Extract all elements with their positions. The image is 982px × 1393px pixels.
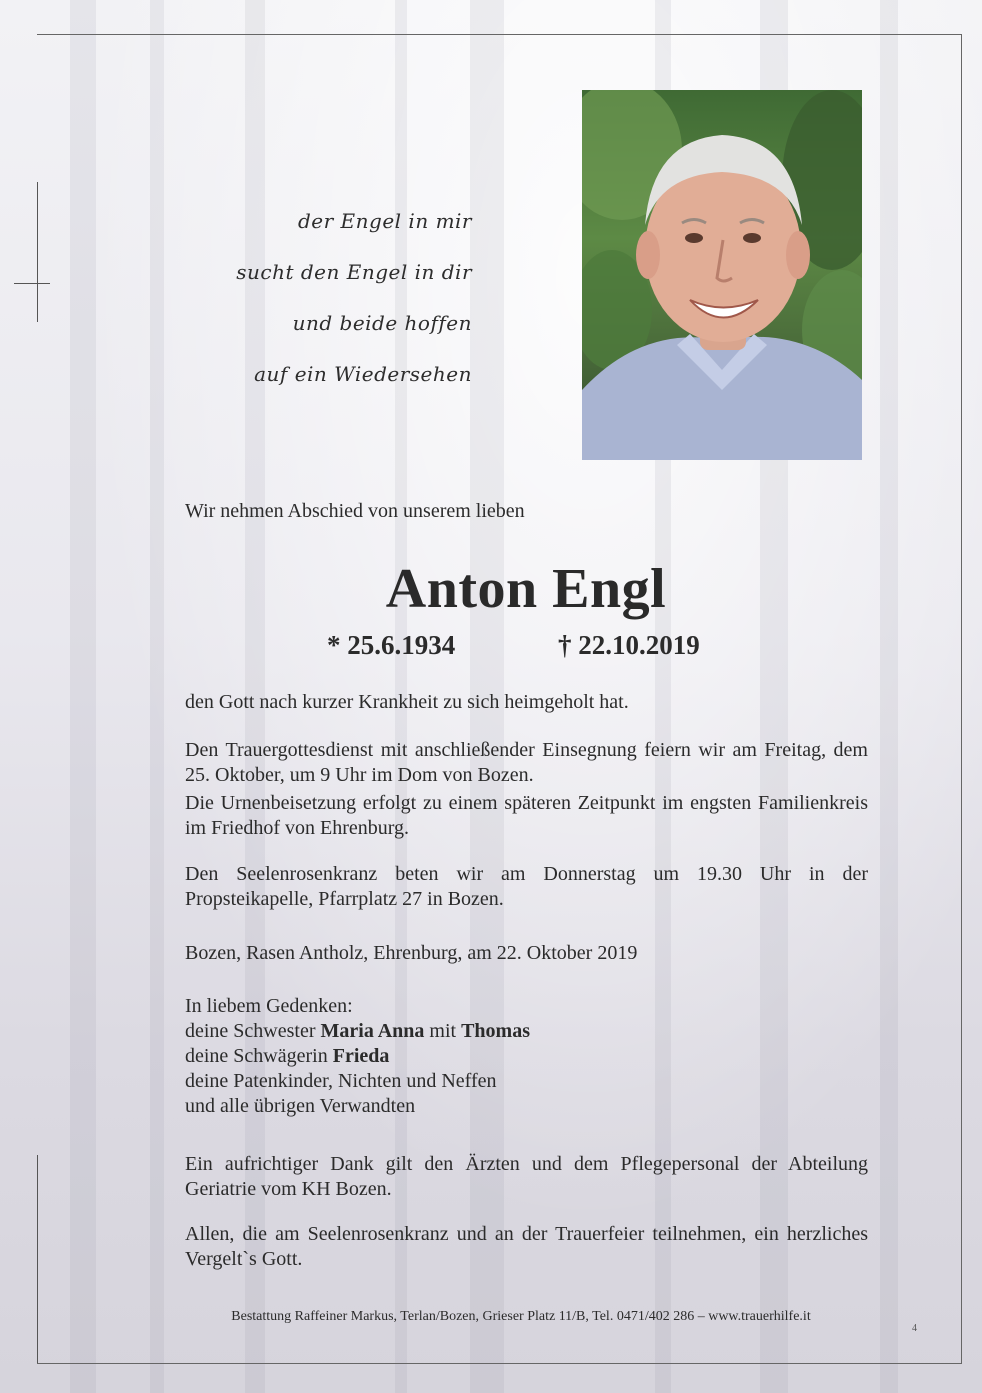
frame-line-right [961,34,962,1364]
frame-line-left-lower [37,1155,38,1363]
cross-horizontal [14,283,50,284]
mourner-name: Maria Anna [320,1020,425,1042]
page-number: 4 [912,1323,917,1334]
paragraph-urn-burial: Die Urnenbeisetzung erfolgt zu einem späteren Zeitpunkt im engsten Familienkreis im Friedhof von Ehrenburg. [185,792,868,839]
mourners-list [185,994,868,1119]
mourner-text: deine Schwester [185,1020,321,1042]
birth-date: * 25.6.1934 [327,630,456,660]
intro-text: Wir nehmen Abschied von unserem lieben [185,500,525,522]
mourner-text: mit [424,1020,462,1042]
mourner-line [185,1019,868,1044]
poem [180,196,472,400]
mourner-text: deine Schwägerin [185,1045,333,1067]
mourner-line [185,1044,868,1069]
cross-vertical-upper [37,182,38,322]
thanks-medical: Ein aufrichtiger Dank gilt den Ärzten und dem Pflegepersonal der Abteilung Geriatrie vom KH Bozen. [185,1153,868,1200]
paragraph-rosary: Den Seelenrosenkranz beten wir am Donnerstag um 19.30 Uhr in der Propsteikapelle, Pfarrplatz 27 in Bozen. [185,863,868,910]
mourner-name: Frieda [332,1045,390,1067]
thanks-attendees: Allen, die am Seelenrosenkranz und an der Trauerfeier teilnehmen, ein herzliches Vergelt`s Gott. [185,1223,868,1270]
mourner-name: Thomas [461,1020,530,1042]
portrait-photo [582,90,862,460]
funeral-home-footer: Bestattung Raffeiner Markus, Terlan/Bozen, Grieser Platz 11/B, Tel. 0471/402 286 – www.trauerhilfe.it [231,1309,811,1324]
poem-line: und beide hoffen [292,311,472,335]
frame-line-bottom [37,1363,962,1364]
frame-line-top [37,34,962,35]
mourners-heading: In liebem Gedenken: [185,995,353,1017]
paragraph-homecalled: den Gott nach kurzer Krankheit zu sich heimgeholt hat. [185,691,629,713]
mourner-line: deine Patenkinder, Nichten und Neffen [185,1070,497,1092]
poem-line: auf ein Wiedersehen [254,362,472,386]
place-and-date: Bozen, Rasen Antholz, Ehrenburg, am 22. Oktober 2019 [185,942,638,964]
deceased-name: Anton Engl [385,558,667,620]
death-date: † 22.10.2019 [558,630,700,660]
paragraph-funeral-service: Den Trauergottesdienst mit anschließender Einsegnung feiern wir am Freitag, dem 25. Oktober, um 9 Uhr im Dom von Bozen. [185,739,868,786]
portrait-illustration [582,90,862,460]
mourner-line: und alle übrigen Verwandten [185,1095,416,1117]
poem-line: sucht den Engel in dir [236,260,472,284]
poem-line: der Engel in mir [298,209,472,233]
